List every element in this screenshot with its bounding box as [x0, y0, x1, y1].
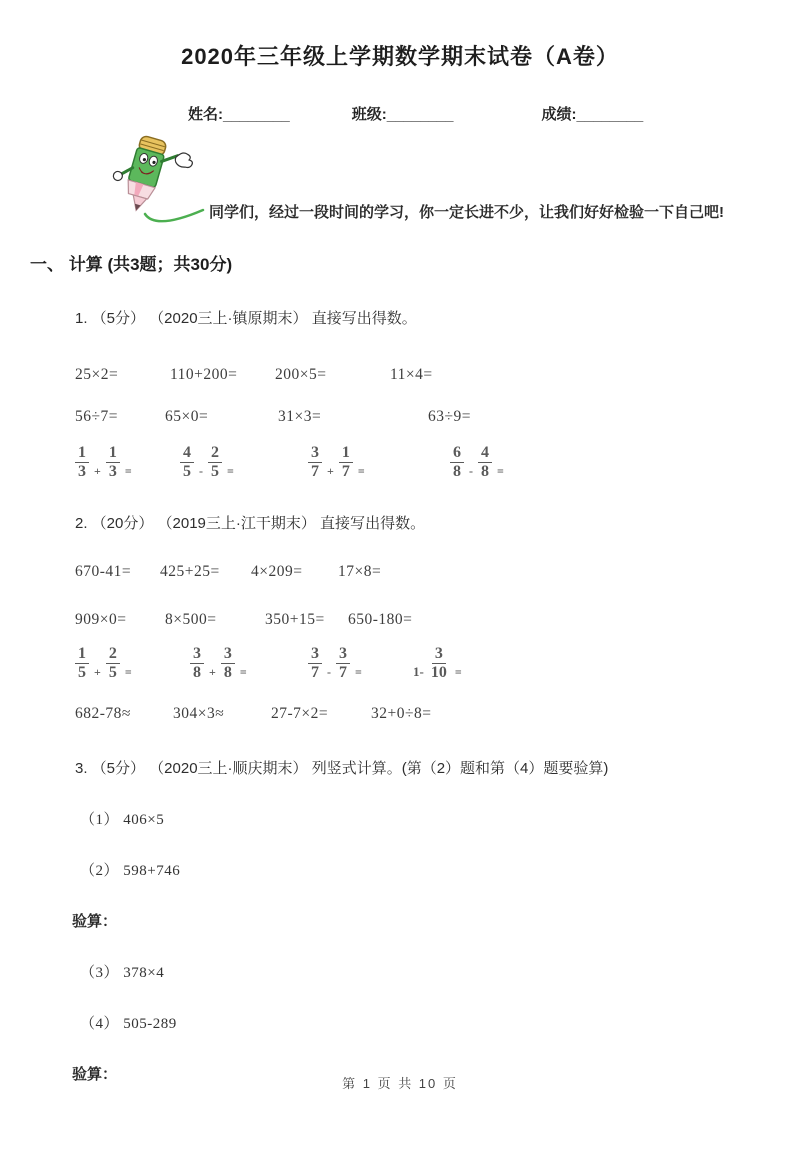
section-heading: 一、 计算 (共3题；共30分) — [30, 255, 233, 274]
class-label: 班级: — [351, 106, 387, 123]
score-field — [542, 103, 644, 124]
equation: 110+200= — [170, 366, 238, 383]
operator: - — [327, 665, 331, 680]
q3-check-label-1: 验算： — [72, 913, 118, 931]
equation: 909×0= — [75, 611, 127, 629]
equals-sign: = — [355, 665, 362, 680]
score-blank: ________ — [576, 107, 644, 124]
question-1-label: 1. （5分） （2020三上·镇原期末） 直接写出得数。 — [75, 310, 417, 327]
fraction-expression — [75, 645, 190, 681]
q3-check-label-2: 验算： — [72, 1066, 118, 1084]
question-3-label: 3. （5分） （2020三上·顺庆期末） 列竖式计算。(第（2）题和第（4）题要验算) — [75, 760, 609, 778]
equation: 350+15= — [265, 611, 325, 629]
equals-sign: = — [239, 665, 247, 680]
equals-sign: = — [357, 464, 365, 479]
equation: 25×2= — [75, 366, 119, 383]
q2-fraction-row — [75, 645, 800, 681]
operator: + — [94, 464, 101, 479]
operator: - — [469, 464, 473, 479]
equation: 11×4= — [390, 366, 433, 383]
q1-fraction-row — [75, 444, 800, 480]
fraction: $\frac{1}{3}$ — [75, 444, 89, 480]
fraction: $\frac{3}{8}$ — [221, 645, 235, 681]
equation: 200×5= — [275, 366, 327, 383]
equation: 32+0÷8= — [371, 705, 432, 723]
equation: 682-78≈ — [75, 705, 131, 723]
equation: 65×0= — [165, 408, 209, 425]
equation: 56÷7= — [75, 408, 118, 425]
fraction: $\frac{4}{5}$ — [180, 444, 194, 480]
equation: 4×209= — [251, 563, 303, 581]
equals-sign: = — [227, 464, 234, 479]
fraction: $\frac{6}{8}$ — [450, 444, 464, 480]
equation: 670-41= — [75, 563, 132, 581]
q2-equation-row-3 — [75, 705, 800, 723]
fraction-expression — [308, 444, 450, 480]
fraction: $\frac{2}{5}$ — [106, 645, 120, 681]
score-label: 成绩: — [541, 106, 577, 123]
question-2-label: 2. （20分） （2019三上·江干期末） 直接写出得数。 — [75, 515, 426, 533]
fraction: $\frac{3}{7}$ — [308, 645, 322, 681]
equation: 27-7×2= — [271, 705, 329, 723]
exam-page — [0, 40, 800, 1172]
name-blank: ________ — [223, 107, 290, 124]
name-field — [188, 103, 290, 124]
fraction: $\frac{1}{3}$ — [106, 444, 120, 480]
fraction-expression — [308, 645, 413, 681]
pencil-mascot-icon — [95, 134, 207, 224]
equals-sign: = — [497, 464, 504, 479]
class-field — [352, 103, 454, 124]
equation: 8×500= — [165, 611, 217, 629]
page-footer: 第 1 页 共 10 页 — [342, 1076, 458, 1091]
equals-sign: = — [454, 665, 462, 680]
name-label: 姓名: — [188, 106, 223, 123]
equation: 63÷9= — [428, 408, 471, 425]
operator: - — [199, 464, 203, 479]
equation: 17×8= — [338, 563, 382, 581]
leading-term: 1- — [413, 664, 424, 680]
q2-equation-row-2 — [75, 611, 800, 629]
fraction-expression — [180, 444, 308, 480]
fraction: $\frac{1}{5}$ — [75, 645, 89, 681]
q3-subitem-4: （4） 505-289 — [80, 1016, 177, 1033]
fraction: $\frac{2}{5}$ — [208, 444, 222, 480]
fraction: $\frac{3}{10}$ — [430, 645, 447, 681]
equation: 425+25= — [160, 563, 220, 581]
q3-subitem-2: （2） 598+746 — [80, 863, 181, 880]
fraction: $\frac{3}{8}$ — [190, 645, 204, 681]
fraction-expression — [413, 645, 800, 681]
fraction-expression — [75, 444, 180, 480]
page-title: 2020年三年级上学期数学期末试卷（A卷） — [181, 44, 619, 69]
q3-subitem-3: （3） 378×4 — [80, 965, 165, 982]
class-blank: ________ — [386, 107, 454, 124]
fraction: $\frac{3}{7}$ — [308, 444, 322, 480]
fraction: $\frac{4}{8}$ — [478, 444, 492, 480]
q3-subitem-1: （1） 406×5 — [80, 812, 165, 829]
q2-equation-row-1 — [75, 563, 800, 581]
operator: + — [327, 464, 334, 479]
equation: 650-180= — [348, 611, 413, 629]
operator: + — [94, 665, 101, 680]
student-info-row — [188, 103, 800, 124]
intro-block — [95, 132, 740, 224]
operator: + — [209, 665, 216, 680]
q1-equation-row-2 — [75, 408, 800, 426]
equation: 31×3= — [278, 408, 322, 425]
intro-message: 同学们，经过一段时间的学习，你一定长进不少，让我们好好检验一下自己吧! — [209, 204, 724, 221]
equals-sign: = — [124, 665, 132, 680]
equation: 304×3≈ — [173, 705, 225, 723]
fraction: $\frac{1}{7}$ — [339, 444, 353, 480]
fraction-expression — [450, 444, 800, 480]
equals-sign: = — [124, 464, 132, 479]
fraction: $\frac{3}{7}$ — [336, 645, 350, 681]
fraction-expression — [190, 645, 308, 681]
q1-equation-row-1 — [75, 366, 800, 384]
